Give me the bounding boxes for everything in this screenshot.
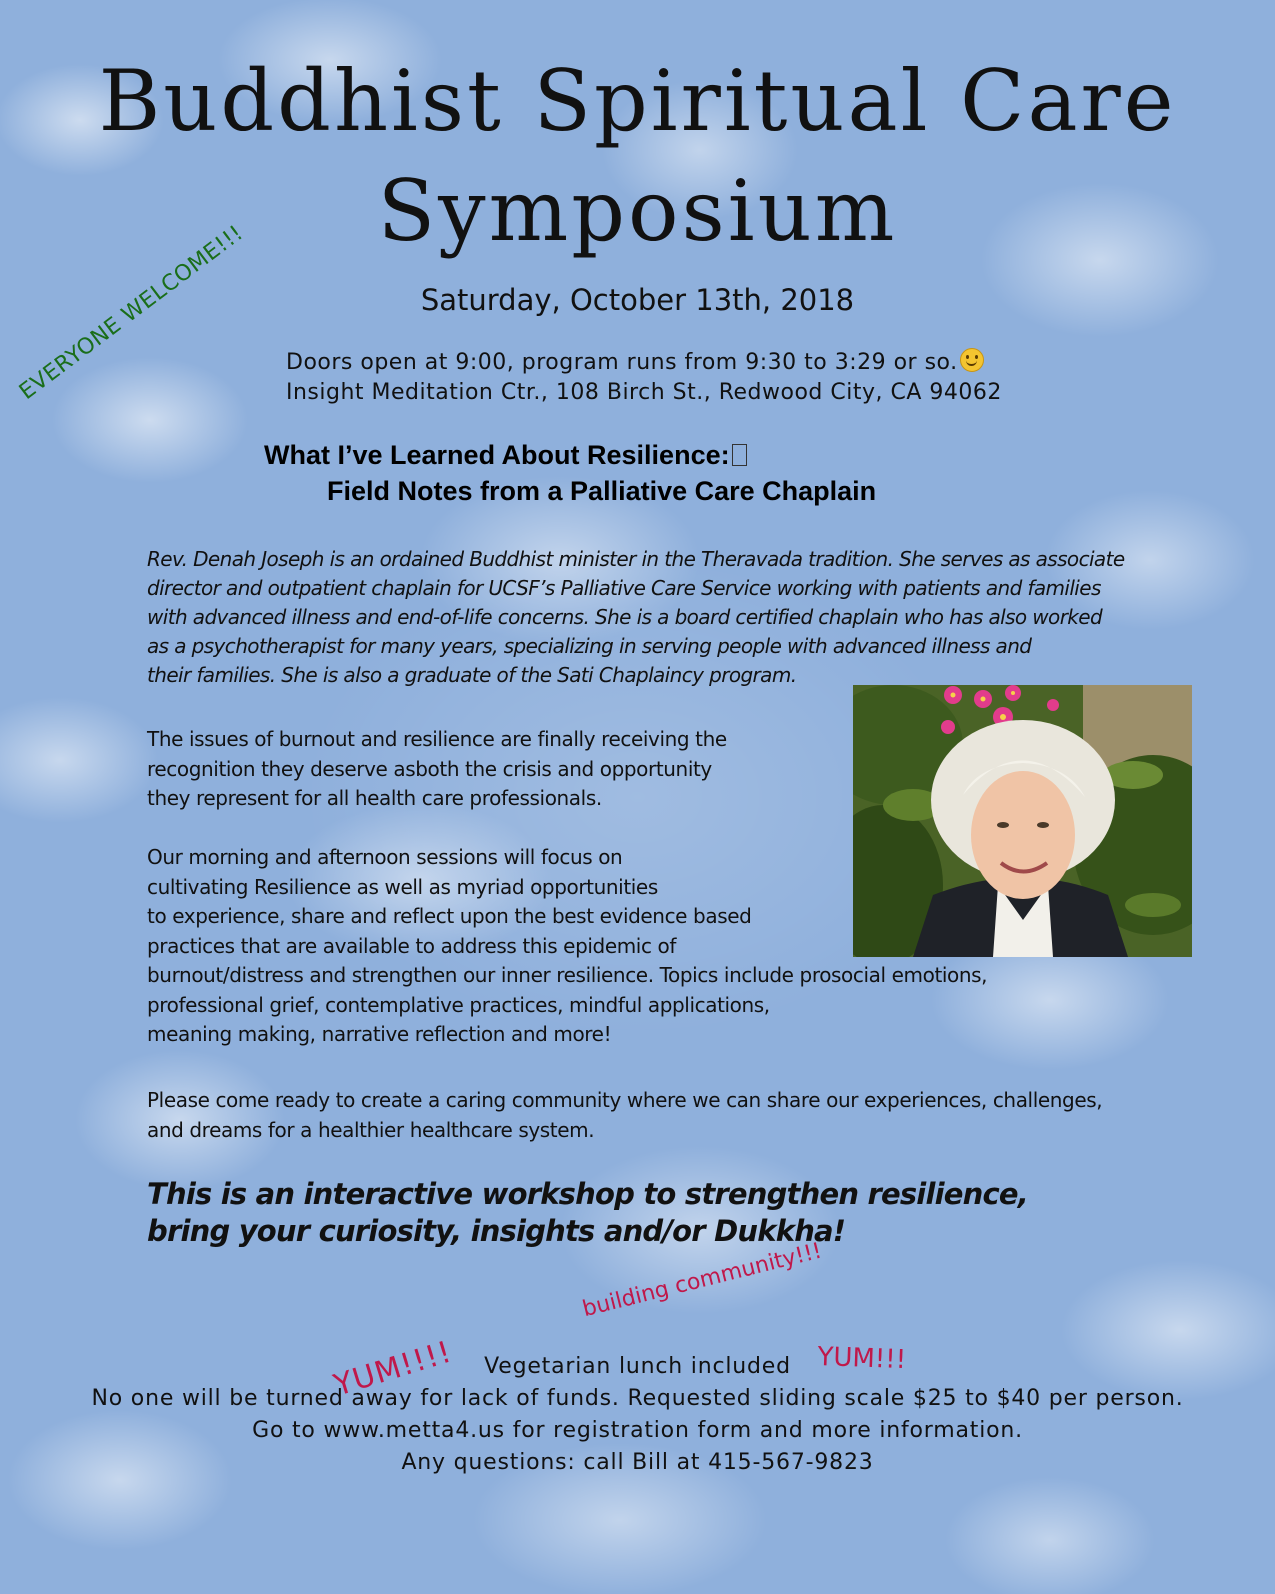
doors-text: Doors open at 9:00, program runs from 9:30 to 3:29 or so. xyxy=(286,350,958,375)
speaker-bio xyxy=(147,545,1167,690)
paragraph-line: cultivating Resilience as well as myriad opportunities xyxy=(147,874,658,899)
paragraph-line: to experience, share and reflect upon the best evidence based xyxy=(147,904,752,928)
page-title-line2: Symposium xyxy=(377,162,898,260)
paragraph-burnout xyxy=(147,725,727,814)
paragraph-line: and dreams for a healthier healthcare system. xyxy=(147,1117,595,1142)
lunch-line: Vegetarian lunch included xyxy=(484,1354,791,1379)
event-date: Saturday, October 13th, 2018 xyxy=(420,283,855,317)
paragraph-sessions xyxy=(147,843,987,1050)
questions-line: Any questions: call Bill at 415-567-9823 xyxy=(401,1450,874,1475)
missing-glyph-icon xyxy=(732,444,747,466)
paragraph-line: Please come ready to create a caring community where we can share our experiences, challenges, xyxy=(147,1088,1103,1112)
page-title-line1: Buddhist Spiritual Care xyxy=(98,52,1177,150)
paragraph-line: Our morning and afternoon sessions will focus on xyxy=(147,845,623,869)
workshop-callout xyxy=(147,1176,1028,1250)
bio-line: Rev. Denah Joseph is an ordained Buddhist minister in the Theravada tradition. She serves as associate xyxy=(147,547,1125,571)
talk-title-line2: Field Notes from a Palliative Care Chaplain xyxy=(327,476,877,506)
doors-info xyxy=(286,348,984,375)
location-info: Insight Meditation Ctr., 108 Birch St., Redwood City, CA 94062 xyxy=(286,380,1002,405)
bio-line: director and outpatient chaplain for UCSF’s Palliative Care Service working with patients and families xyxy=(147,576,1101,600)
callout-line: This is an interactive workshop to strengthen resilience, xyxy=(147,1177,1028,1211)
yum-right-text: YUM!!! xyxy=(816,1342,907,1376)
paragraph-line: they represent for all health care professionals. xyxy=(147,786,602,810)
website-line: Go to www.metta4.us for registration form and more information. xyxy=(252,1418,1023,1443)
yum-left-text: YUM!!!! xyxy=(330,1334,457,1404)
paragraph-line: meaning making, narrative reflection and more! xyxy=(147,1022,612,1046)
bio-line: their families. She is also a graduate of the Sati Chaplaincy program. xyxy=(147,663,797,687)
smiley-icon xyxy=(960,348,984,372)
talk-title-text: What I’ve Learned About Resilience: xyxy=(264,440,730,470)
everyone-welcome-banner: EVERYONE WELCOME!!! xyxy=(15,220,249,405)
bio-line: as a psychotherapist for many years, specializing in serving people with advanced illness and xyxy=(147,634,1032,658)
building-community-text: building community!!! xyxy=(580,1238,825,1323)
callout-line: bring your curiosity, insights and/or Dukkha! xyxy=(147,1214,846,1248)
paragraph-line: practices that are available to address this epidemic of xyxy=(147,933,676,958)
paragraph-line: burnout/distress and strengthen our inner resilience. Topics include prosocial emotions, xyxy=(147,963,988,987)
paragraph-community xyxy=(147,1086,1102,1145)
bio-line: with advanced illness and end-of-life concerns. She is a board certified chaplain who has also worked xyxy=(147,605,1103,629)
paragraph-line: professional grief, contemplative practices, mindful applications, xyxy=(147,992,770,1017)
paragraph-line: recognition they deserve asboth the crisis and opportunity xyxy=(147,756,712,781)
talk-title-line1 xyxy=(264,440,747,471)
funds-line: No one will be turned away for lack of funds. Requested sliding scale $25 to $40 per person. xyxy=(91,1386,1184,1411)
paragraph-line: The issues of burnout and resilience are finally receiving the xyxy=(147,727,727,751)
